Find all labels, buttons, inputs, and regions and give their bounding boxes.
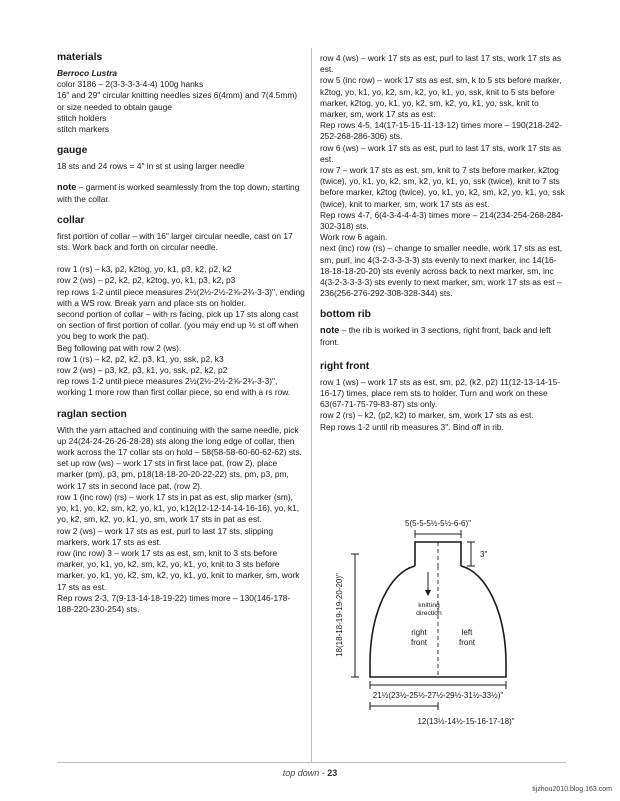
bottom-rib-heading: bottom rib	[320, 309, 371, 321]
collar-row: row 2 (ws) – p3, k2, p3, k1, yo, ssk, p2, k2, p2	[57, 365, 228, 376]
raglan-row: row 2 (ws) – work 17 sts as est, purl to last 17 sts, slipping markers, work 17 sts as est.	[57, 525, 273, 547]
right-column	[320, 53, 566, 433]
rib-note	[320, 325, 566, 347]
page-footer	[0, 768, 620, 778]
bottom-width-label: 21½(23½-25½-27½-29½-31½-33½)"	[372, 691, 504, 700]
page-number: 23	[327, 768, 338, 778]
right-front-heading: right front	[320, 360, 370, 372]
side-length-label: 18(18-18-19-19-20-20)"	[335, 573, 344, 657]
raglan-row: With the yarn attached and continuing with the same needle, pick up 24(24-24-26-26-28-28) sts along the long edge of collar, then work across the 17 collar sts on hold – 58(58-58-60-60-62-62) sts.	[57, 424, 302, 458]
footer-section: top down -	[282, 768, 328, 778]
footer-rule	[57, 762, 566, 763]
direction-label: direction	[416, 610, 442, 617]
pattern-row: Rep rows 4-7, 6(4-3-4-4-4-3) times more – 214(234-254-268-284-302-318) sts.	[320, 209, 564, 232]
raglan-row: row (inc row) 3 – work 17 sts as est, sm, knit to 3 sts before marker, yo, k1, yo, k2, sm, k2, yo, k1, yo, knit to 3 sts before marker, yo, k1, yo, k2, sm, k2, yo, k1, yo, knit to marker, sm, work 17 sts as est.	[57, 547, 300, 592]
yarn-brand: Berroco Lustra	[57, 68, 118, 78]
note-text: – garment is worked seamlessly from the top down, starting with the collar.	[57, 182, 300, 204]
materials-line: stitch markers	[57, 124, 110, 135]
raglan-row: row 1 (inc row) (rs) – work 17 sts in pat as est, slip marker (sm), yo, k1, yo, k2, sm, k2, yo, k1, yo, k12(12-12-14-14-16-16), yo, k1, yo, k2, sm, k2, yo, k1, yo, sm, work 17 sts in pat as est.	[57, 491, 300, 525]
collar-row: rep rows 1-2 until piece measures 2½(2½-2½-2⅝-2¾-3-3)", working 1 more row than first collar piece, so end with a rs row.	[57, 376, 291, 398]
materials-line: 16" and 29" circular knitting needles sizes 6(4mm) and 7(4.5mm) or size needed to obtain gauge	[57, 90, 298, 112]
pattern-row: row 7 – work 17 sts as est, sm, knit to 7 sts before marker, k2tog (twice), yo, k1, yo, k2, sm, k2, yo, k1, yo, ssk (twice), knit to 7 sts before marker, k2tog (twice), yo, k1, yo, k2, sm, k2, yo, k1, yo, ssk (twice), knit to marker, sm, work 17 sts as est.	[320, 165, 565, 209]
collar-row: rep rows 1-2 until piece measures 2½(2½-2½-2⅝-2¾-3-3)", ending with a WS row. Break yarn and place sts on holder.	[57, 286, 305, 308]
gauge-text: 18 sts and 24 rows = 4" in st st using larger needle	[57, 161, 245, 172]
materials-line: color 3186 – 2(3-3-3-3-4-4) 100g hanks	[57, 79, 204, 90]
right-front-label: front	[410, 638, 428, 647]
right-front-row: Rep rows 1-2 until rib measures 3". Bind off in rib.	[320, 421, 504, 432]
collar-row: row 1 (rs) – k3, p2, k2tog, yo, k1, p3, k2, p2, k2	[57, 264, 232, 275]
raglan-heading: raglan section	[57, 408, 127, 420]
collar-height-label: 3"	[480, 550, 488, 559]
left-front-label: left	[461, 628, 473, 637]
note-text: – the rib is worked in 3 sections, right front, back and left front.	[320, 325, 551, 347]
left-column	[57, 52, 305, 615]
collar-row: Beg following pat with row 2 (ws).	[57, 342, 182, 353]
watermark: tijzhou2010.blog.163.com	[532, 786, 612, 793]
materials-line: stitch holders	[57, 112, 107, 123]
collar-intro: first portion of collar – with 16" larger circular needle, cast on 17 sts. Work back and forth on circular needle.	[57, 230, 293, 253]
collar-row: row 2 (ws) – p2, k2, p2, k2tog, yo, k1, p3, k2, p3	[57, 275, 236, 286]
half-width-label: 12(13½-14½-15-16-17-18)"	[417, 717, 515, 726]
right-front-row: row 2 (rs) – k2, (p2, k2) to marker, sm, work 17 sts as est.	[320, 410, 534, 421]
pattern-row: Work row 6 again.	[320, 232, 388, 243]
direction-label: knitting	[418, 602, 440, 609]
pattern-row: row 4 (ws) – work 17 sts as est, purl to last 17 sts, work 17 sts as est.	[320, 53, 562, 75]
gauge-heading: gauge	[57, 145, 88, 157]
collar-row: row 1 (rs) – k2, p2, k2, p3, k1, yo, ssk, p2, k3	[57, 353, 224, 364]
right-front-label: right	[411, 628, 427, 637]
pattern-row: Rep rows 4-5, 14(17-15-15-11-13-12) times more – 190(218-242-252-268-286-306) sts.	[320, 120, 562, 142]
note-label: note	[320, 325, 340, 336]
collar-row: second portion of collar – with rs facing, pick up 17 sts along cast on section of first portion of collar. (you may end up ½ st off when you beg to work the pat).	[57, 309, 299, 342]
raglan-row: Rep rows 2-3, 7(9-13-14-18-19-22) times more – 130(146-178-188-220-230-254) sts.	[57, 592, 291, 614]
column-divider	[311, 48, 312, 762]
left-front-label: front	[458, 638, 476, 647]
pattern-row: next (inc) row (rs) – change to smaller needle, work 17 sts as est, sm, purl, inc 4(3-2-3-3-3-3) sts evenly to next marker, inc 14(16-18-18-18-20-20) sts evenly across back to next marker, sm, inc 4(3-2-3-3-3-3) sts evenly to next marker, sm, work 17 sts as est – 236(256-276-292-308-328-344) sts.	[320, 243, 563, 299]
garment-note	[57, 182, 305, 204]
right-front-row: row 1 (ws) – work 17 sts as est, sm, p2, (k2, p2) 11(12-13-14-15-16-17) times, place rem sts to holder. Turn and work on these 63(67-71-75-79-83-87) sts only.	[320, 376, 561, 410]
collar-heading: collar	[57, 214, 85, 226]
raglan-row: set up row (ws) – work 17 sts in first lace pat, (row 2), place marker (pm), p3, pm, p18(18-18-20-20-22-22) sts, pm, p3, pm, work 17 sts in second lace pat, (row 2).	[57, 458, 289, 491]
direction-arrowhead	[425, 590, 431, 596]
pattern-row: row 5 (inc row) – work 17 sts as est, sm, k to 5 sts before marker, k2tog, yo, k1, yo, k2, sm, k2, yo, k1, yo, ssk, knit to 5 sts before marker, k2tog, yo, k1, yo, k2, sm, k2, yo, k1, yo, ssk, knit to marker, sm, work 17 sts as est.	[320, 75, 562, 120]
top-width-label: 5(5-5-5½-5½-6-6)"	[405, 519, 471, 528]
materials-heading: materials	[57, 52, 103, 63]
pattern-row: row 6 (ws) – work 17 sts as est, purl to last 17 sts, work 17 sts as est.	[320, 142, 562, 164]
schematic-diagram	[330, 512, 570, 737]
note-label: note	[57, 182, 77, 193]
